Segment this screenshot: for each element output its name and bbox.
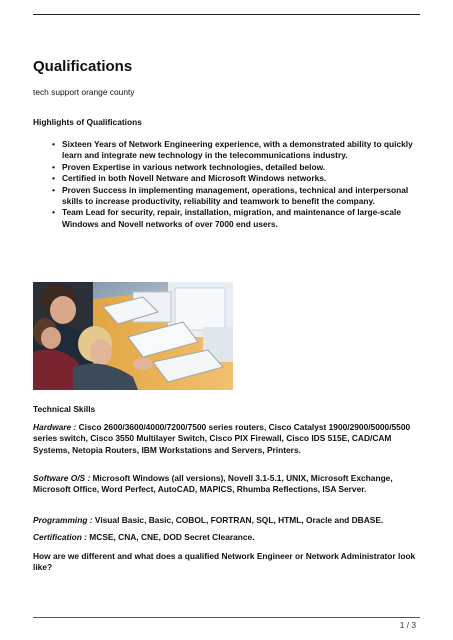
footer-rule [33, 617, 420, 618]
software-skills [33, 473, 423, 496]
highlights-heading: Highlights of Qualifications [33, 117, 142, 127]
office-photo [33, 282, 233, 390]
hardware-label: Hardware : [33, 422, 77, 432]
page-subtitle: tech support orange county [33, 87, 135, 97]
certification-text: MCSE, CNA, CNE, DOD Secret Clearance. [86, 532, 255, 542]
hardware-skills [33, 422, 423, 456]
closing-question: How are we different and what does a qualified Network Engineer or Network Administrator look like? [33, 551, 416, 573]
header-rule [33, 14, 420, 15]
highlights-list [33, 139, 423, 230]
hardware-text: Cisco 2600/3600/4000/7200/7500 series routers, Cisco Catalyst 1900/2900/5000/5500 series switch, Cisco 3550 Multilayer Switch, Cisco PIX Firewall, Cisco IDS 515E, CAD/CAM Systems, Netopia Routers, IBM Workstations and Servers, Printers. [33, 422, 411, 455]
programming-label: Programming : [33, 515, 93, 525]
certification-skills [33, 532, 423, 543]
highlight-item: • Certified in both Novell Netware and Microsoft Windows networks. [33, 173, 423, 184]
highlight-item: • Team Lead for security, repair, installation, migration, and maintenance of large-scale Windows and Novell networks of over 7000 end users. [33, 207, 423, 230]
certification-label: Certification : [33, 532, 87, 542]
software-text: Microsoft Windows (all versions), Novell 3.1-5.1, UNIX, Microsoft Exchange, Microsoft Office, Word Perfect, AutoCAD, MAPICS, Rhumba Reflections, ISA Server. [33, 473, 393, 495]
technical-skills-heading: Technical Skills [33, 404, 96, 414]
highlight-item: • Proven Success in implementing management, operations, technical and interpersonal skills to increase productivity, reliability and teamwork to benefit the company. [33, 185, 423, 208]
programming-skills [33, 515, 423, 526]
page-title: Qualifications [33, 58, 133, 75]
software-label: Software O/S : [33, 473, 91, 483]
highlight-item: • Proven Expertise in various network technologies, detailed below. [33, 162, 423, 173]
highlight-item: • Sixteen Years of Network Engineering experience, with a demonstrated ability to quickly learn and integrate new technology in the telecommunications industry. [33, 139, 423, 162]
page-number: 1 / 3 [399, 620, 416, 630]
programming-text: Visual Basic, Basic, COBOL, FORTRAN, SQL, HTML, Oracle and DBASE. [92, 515, 384, 525]
